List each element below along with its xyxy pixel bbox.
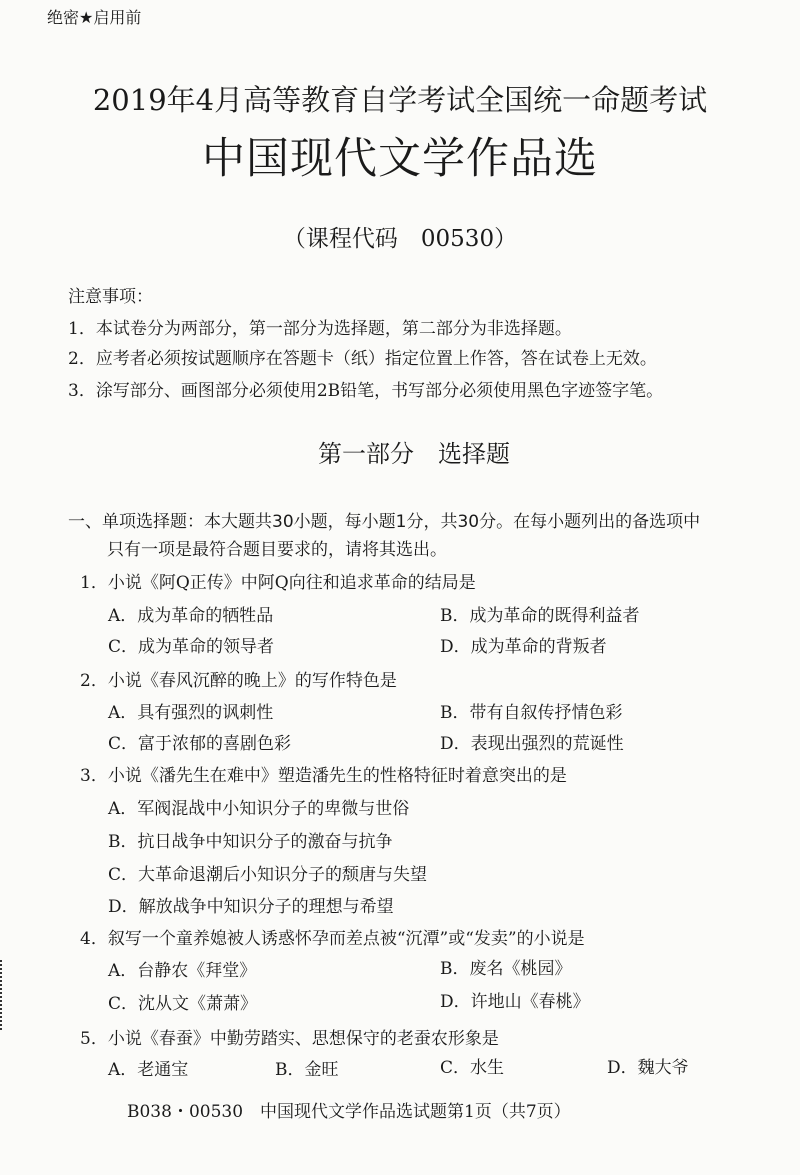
option: D．表现出强烈的荒诞性: [440, 734, 624, 754]
option: C．成为革命的领导者: [108, 637, 275, 657]
note-item: 3．涂写部分、画图部分必须使用2B铅笔，书写部分必须使用黑色字迹签字笔。: [68, 381, 664, 401]
question-stem: 3．小说《潘先生在难中》塑造潘先生的性格特征时着意突出的是: [80, 766, 567, 786]
option: D．解放战争中知识分子的理想与希望: [108, 897, 394, 917]
question-stem: 1．小说《阿Q正传》中阿Q向往和追求革命的结局是: [80, 573, 476, 593]
option: C．沈从文《萧萧》: [108, 994, 258, 1014]
option: C．水生: [440, 1058, 505, 1078]
option: D．成为革命的背叛者: [440, 637, 607, 657]
note-item: 1．本试卷分为两部分，第一部分为选择题，第二部分为非选择题。: [68, 319, 572, 339]
page-footer: B038・00530 中国现代文学作品选试题第1页（共7页）: [127, 1102, 571, 1122]
confidential-label: 绝密★启用前: [47, 8, 142, 27]
option: B．抗日战争中知识分子的激奋与抗争: [108, 832, 393, 852]
question-stem: 5．小说《春蚕》中勤劳踏实、思想保守的老蚕农形象是: [80, 1029, 499, 1049]
option: A．成为革命的牺牲品: [108, 606, 274, 626]
option: A．台静农《拜堂》: [108, 961, 257, 981]
note-item: 2．应考者必须按试题顺序在答题卡（纸）指定位置上作答，答在试卷上无效。: [68, 349, 657, 369]
option: B．废名《桃园》: [440, 959, 572, 979]
option: C．富于浓郁的喜剧色彩: [108, 734, 292, 754]
exam-title: 2019年4月高等教育自学考试全国统一命题考试: [92, 83, 708, 117]
section-instructions-cont: 只有一项是最符合题目要求的，请将其选出。: [107, 540, 447, 560]
section-instructions: 一、单项选择题：本大题共30小题，每小题1分，共30分。在每小题列出的备选项中: [68, 512, 701, 532]
option: A．老通宝: [108, 1060, 189, 1080]
option: B．金旺: [275, 1060, 339, 1080]
notes-heading: 注意事项：: [68, 287, 153, 307]
subject-title: 中国现代文学作品选: [202, 134, 598, 184]
option: B．带有自叙传抒情色彩: [440, 703, 623, 723]
binding-edge-marks: [0, 960, 5, 1030]
option: D．魏大爷: [607, 1058, 689, 1078]
option: C．大革命退潮后小知识分子的颓唐与失望: [108, 865, 428, 885]
option: D．许地山《春桃》: [440, 992, 590, 1012]
question-stem: 2．小说《春风沉醉的晚上》的写作特色是: [80, 671, 397, 691]
option: A．军阀混战中小知识分子的卑微与世俗: [108, 799, 410, 819]
option: B．成为革命的既得利益者: [440, 606, 640, 626]
option: A．具有强烈的讽刺性: [108, 703, 274, 723]
question-stem: 4．叙写一个童养媳被人诱惑怀孕而差点被“沉潭”或“发卖”的小说是: [80, 929, 585, 949]
part-heading: 第一部分 选择题: [318, 440, 510, 468]
course-code: （课程代码 00530）: [282, 226, 518, 252]
